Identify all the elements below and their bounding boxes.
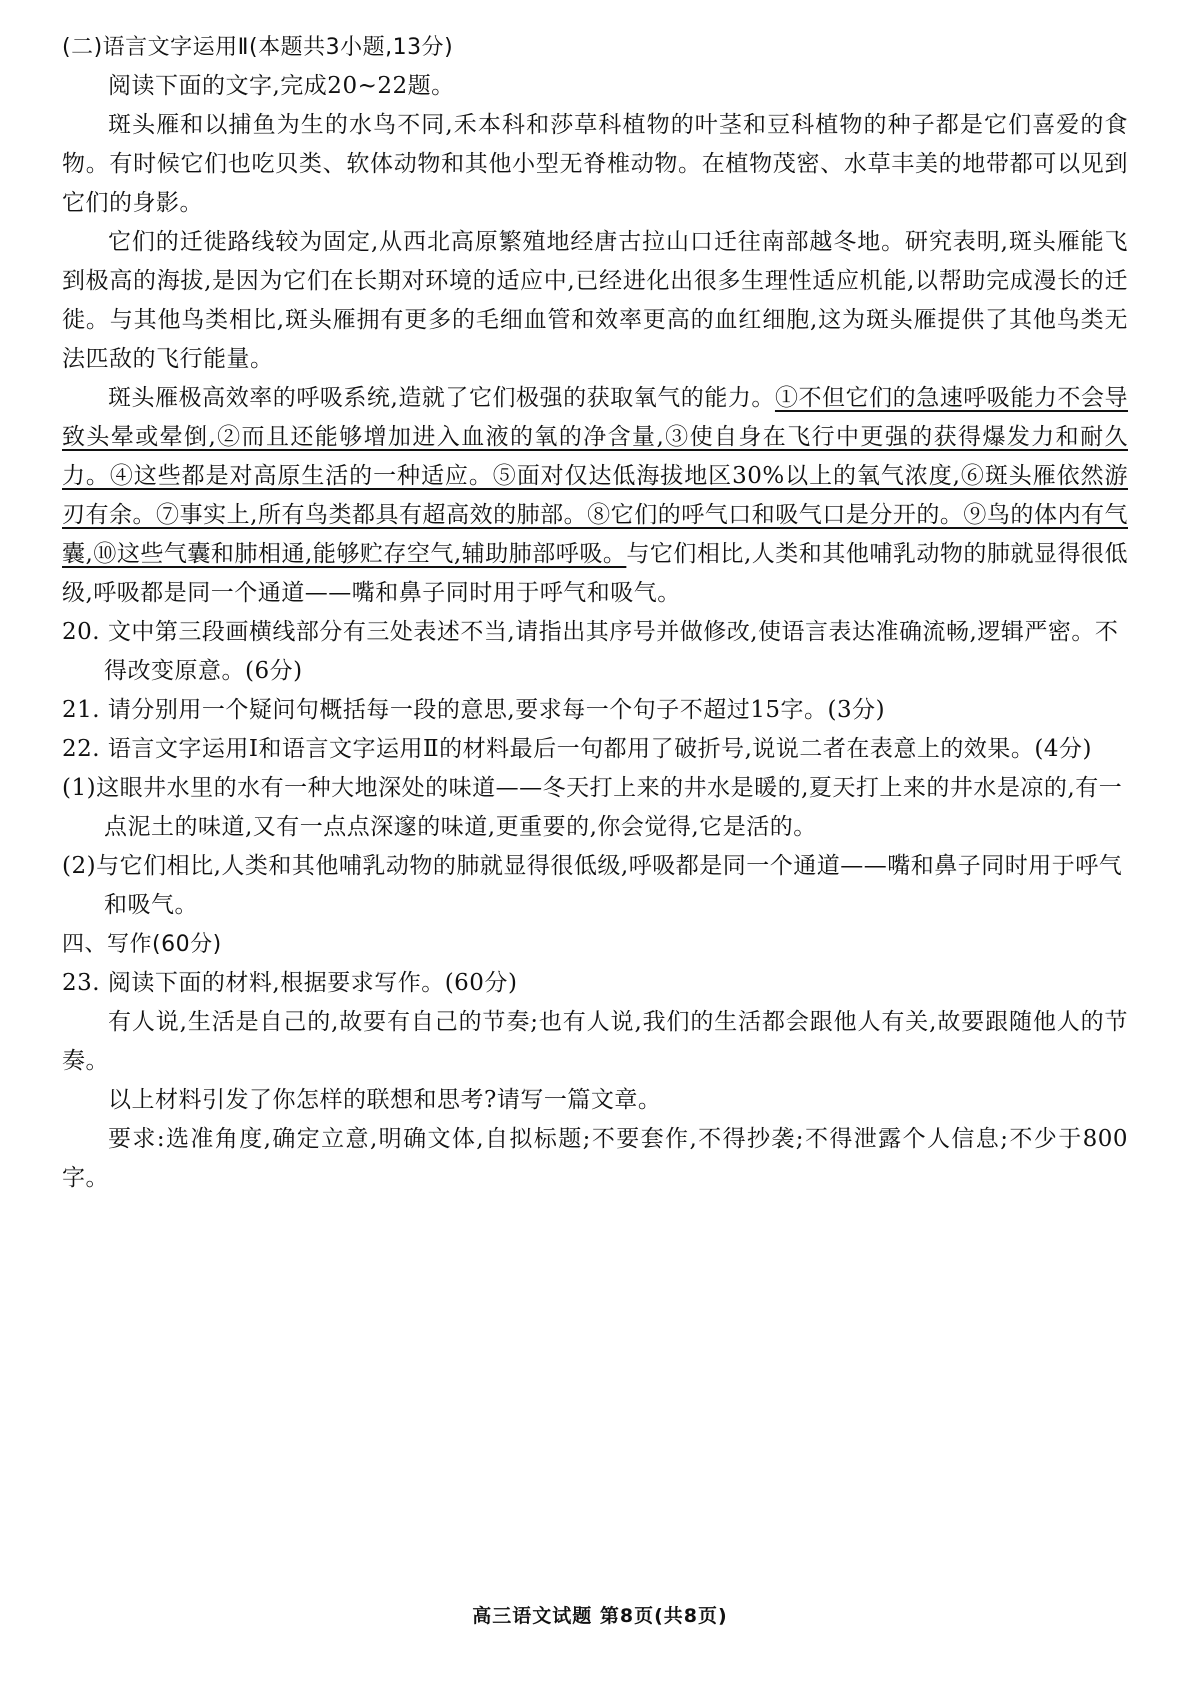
question-22: 22. 语言文字运用Ⅰ和语言文字运用Ⅱ的材料最后一句都用了破折号,说说二者在表意上的效果。(4分) — [62, 736, 1092, 762]
writing-requirements: 要求:选准角度,确定立意,明确文体,自拟标题;不要套作,不得抄袭;不得泄露个人信息;不少于800字。 — [62, 1126, 1128, 1191]
writing-material: 有人说,生活是自己的,故要有自己的节奏;也有人说,我们的生活都会跟他人有关,故要跟随他人的节奏。 — [62, 1009, 1128, 1074]
exam-page — [62, 28, 1128, 1198]
page-footer: 高三语文试题 第8页(共8页) — [472, 1605, 728, 1627]
passage-paragraph-2: 它们的迁徙路线较为固定,从西北高原繁殖地经唐古拉山口迁往南部越冬地。研究表明,斑头雁能飞到极高的海拔,是因为它们在长期对环境的适应中,已经进化出很多生理性适应机能,以帮助完成漫长的迁徙。与其他鸟类相比,斑头雁拥有更多的毛细血管和效率更高的血红细胞,这为斑头雁提供了其他鸟类无法匹敌的飞行能量。 — [62, 229, 1128, 372]
section-heading: (二)语言文字运用Ⅱ(本题共3小题,13分) — [62, 35, 454, 60]
writing-prompt: 以上材料引发了你怎样的联想和思考?请写一篇文章。 — [108, 1087, 662, 1113]
paragraph-3-intro: 斑头雁极高效率的呼吸系统,造就了它们极强的获取氧气的能力。 — [108, 385, 775, 411]
passage-paragraph-1: 斑头雁和以捕鱼为生的水鸟不同,禾本科和莎草科植物的叶茎和豆科植物的种子都是它们喜爱的食物。有时候它们也吃贝类、软体动物和其他小型无脊椎动物。在植物茂密、水草丰美的地带都可以见到它们的身影。 — [62, 112, 1128, 216]
paragraph-3-tail: 与它们相比,人类和其他哺乳动物的肺就显得很低级,呼吸都是同一个通道——嘴和鼻子同时用于呼气和吸气。 — [62, 541, 1129, 606]
passage-paragraph-3 — [62, 379, 1128, 613]
writing-heading: 四、写作(60分) — [62, 932, 222, 957]
question-23: 23. 阅读下面的材料,根据要求写作。(60分) — [62, 970, 518, 996]
question-22-item-2: (2)与它们相比,人类和其他哺乳动物的肺就显得很低级,呼吸都是同一个通道——嘴和鼻子同时用于呼气和吸气。 — [62, 853, 1123, 918]
underlined-passage: ①不但它们的急速呼吸能力不会导致头晕或晕倒,②而且还能够增加进入血液的氧的净含量,③使自身在飞行中更强的获得爆发力和耐久力。④这些都是对高原生活的一种适应。⑤面对仅达低海拔地区30%以上的氧气浓度,⑥斑头雁依然游刃有余。⑦事实上,所有鸟类都具有超高效的肺部。⑧它们的呼气口和吸气口是分开的。⑨鸟的体内有气囊,⑩这些气囊和肺相通,能够贮存空气,辅助肺部呼吸。 — [62, 385, 1129, 567]
section-instruction: 阅读下面的文字,完成20~22题。 — [108, 73, 455, 99]
question-20: 20. 文中第三段画横线部分有三处表述不当,请指出其序号并做修改,使语言表达准确流畅,逻辑严密。不得改变原意。(6分) — [62, 619, 1119, 684]
question-21: 21. 请分别用一个疑问句概括每一段的意思,要求每一个句子不超过15字。(3分) — [62, 697, 886, 723]
question-22-item-1: (1)这眼井水里的水有一种大地深处的味道——冬天打上来的井水是暖的,夏天打上来的井水是凉的,有一点泥土的味道,又有一点点深邃的味道,更重要的,你会觉得,它是活的。 — [62, 775, 1123, 840]
